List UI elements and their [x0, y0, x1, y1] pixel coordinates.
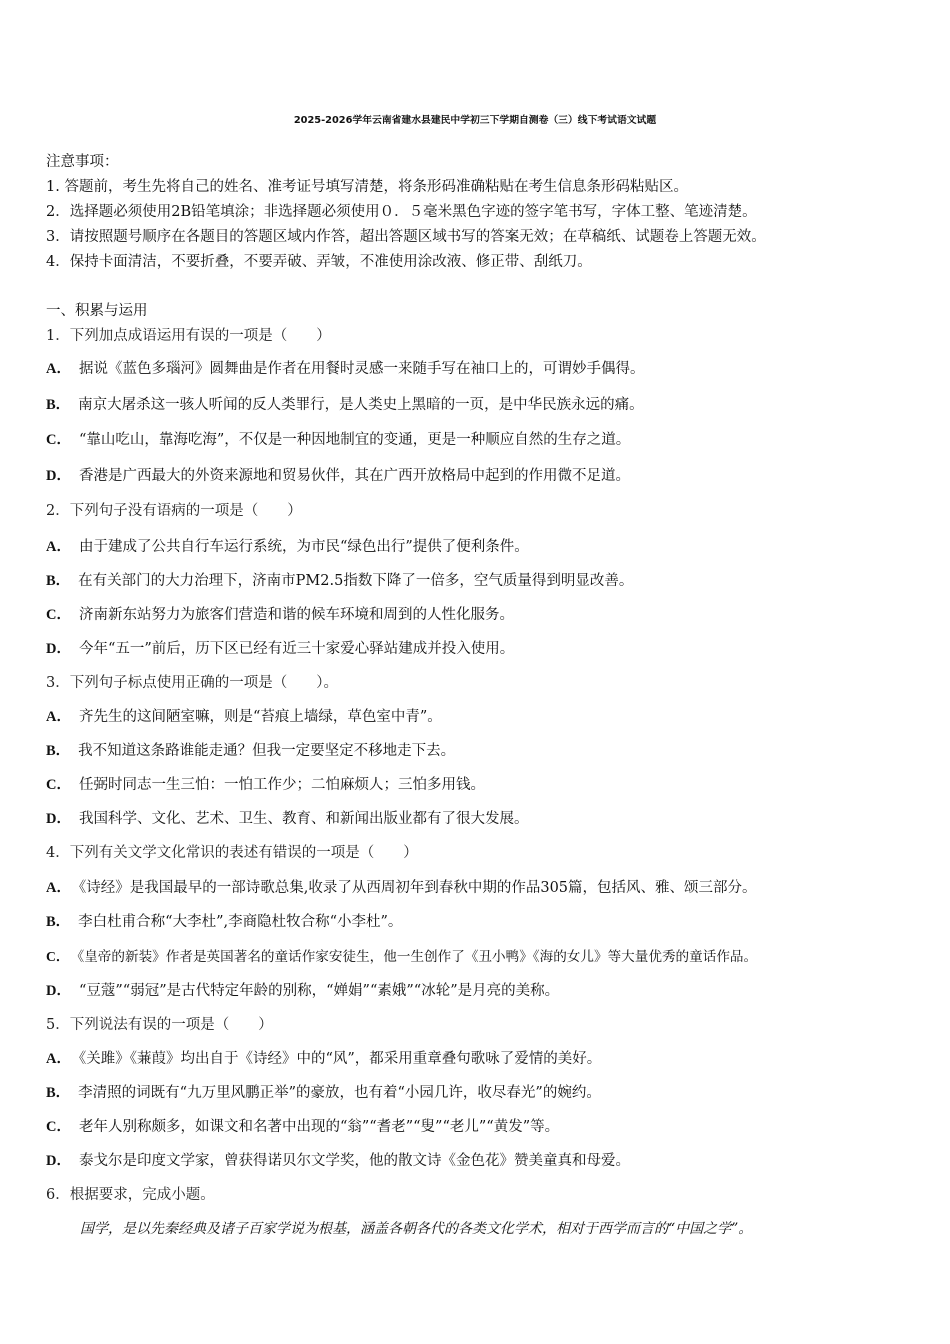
question-4-option-d[interactable]	[46, 981, 559, 1001]
question-4-option-c[interactable]	[46, 947, 757, 967]
option-text: 我国科学、文化、艺术、卫生、教育、和新闻出版业都有了很大发展。	[78, 811, 529, 827]
question-2-stem: 2．下列句子没有语病的一项是（ ）	[46, 503, 302, 519]
question-1-option-d[interactable]	[46, 466, 630, 486]
question-5-stem: 5．下列说法有误的一项是（ ）	[46, 1017, 273, 1033]
notice-item-2: 2．选择题必须使用2B铅笔填涂；非选择题必须使用０．５毫米黑色字迹的签字笔书写，字体工整、笔迹清楚。	[46, 204, 757, 220]
question-1-option-b[interactable]	[46, 395, 644, 415]
option-letter: C．	[46, 607, 71, 623]
question-1-stem: 1．下列加点成语运用有误的一项是（ ）	[46, 328, 331, 344]
notice-heading: 注意事项：	[46, 154, 119, 170]
option-text: 据说《蓝色多瑙河》圆舞曲是作者在用餐时灵感一来随手写在袖口上的，可谓妙手偶得。	[78, 361, 645, 377]
question-5-option-b[interactable]	[46, 1083, 601, 1103]
question-1-option-a[interactable]	[46, 359, 644, 379]
question-3-option-a[interactable]	[46, 707, 442, 727]
option-letter: D．	[46, 641, 71, 657]
option-text: 任弼时同志一生三怕：一怕工作少；二怕麻烦人；三怕多用钱。	[78, 777, 485, 793]
question-2-option-c[interactable]	[46, 605, 514, 625]
option-text: 南京大屠杀这一骇人听闻的反人类罪行，是人类史上黑暗的一页，是中华民族永远的痛。	[78, 397, 644, 413]
question-4-option-a[interactable]	[46, 878, 757, 898]
page-title: 2025-2026学年云南省建水县建民中学初三下学期自测卷（三）线下考试语文试题	[293, 115, 657, 126]
notice-item-1: 1. 答题前，考生先将自己的姓名、准考证号填写清楚，将条形码准确粘贴在考生信息条形码粘贴区。	[46, 179, 688, 195]
option-text: 齐先生的这间陋室嘛，则是“苔痕上墙绿，草色室中青”。	[78, 709, 442, 725]
option-letter: A．	[46, 1051, 71, 1067]
option-text: 《诗经》是我国最早的一部诗歌总集,收录了从西周初年到春秋中期的作品305篇，包括风、雅、颂三部分。	[78, 880, 757, 896]
question-3-option-d[interactable]	[46, 809, 528, 829]
option-text: 济南新东站努力为旅客们营造和谐的候车环境和周到的人性化服务。	[78, 607, 514, 623]
question-4-option-b[interactable]	[46, 912, 402, 932]
option-text: 泰戈尔是印度文学家，曾获得诺贝尔文学奖，他的散文诗《金色花》赞美童真和母爱。	[78, 1153, 630, 1169]
option-text: 老年人别称颇多，如课文和名著中出现的“翁”“耆老”“叟”“老儿”“黄发”等。	[78, 1119, 560, 1135]
section-heading: 一、积累与运用	[46, 303, 148, 319]
option-letter: D．	[46, 1153, 71, 1169]
option-letter: D．	[46, 468, 71, 484]
reading-passage: 国学，是以先秦经典及诸子百家学说为根基，涵盖各朝各代的各类文化学术，相对于西学而言的“中国之学”。	[80, 1221, 753, 1237]
question-2-option-a[interactable]	[46, 537, 529, 557]
option-text: 《皇帝的新装》作者是英国著名的童话作家安徒生，他一生创作了《丑小鸭》《海的女儿》等大量优秀的童话作品。	[77, 949, 758, 965]
option-text: 香港是广西最大的外资来源地和贸易伙伴，其在广西开放格局中起到的作用微不足道。	[78, 468, 630, 484]
notice-item-3: 3．请按照题号顺序在各题目的答题区域内作答，超出答题区域书写的答案无效；在草稿纸、试题卷上答题无效。	[46, 229, 766, 245]
option-text: 李白杜甫合称“大李杜”,李商隐杜牧合称“小李杜”。	[78, 914, 403, 930]
question-5-option-c[interactable]	[46, 1117, 559, 1137]
option-text: 由于建成了公共自行车运行系统，为市民“绿色出行”提供了便利条件。	[78, 539, 529, 555]
question-3-option-c[interactable]	[46, 775, 485, 795]
option-letter: A．	[46, 539, 71, 555]
question-2-option-d[interactable]	[46, 639, 514, 659]
option-text: “豆蔻”“弱冠”是古代特定年龄的别称，“婵娟”“素娥”“冰轮”是月亮的美称。	[78, 983, 560, 999]
option-letter: A．	[46, 361, 71, 377]
option-letter: C．	[46, 1119, 71, 1135]
option-text: 在有关部门的大力治理下，济南市PM2.5指数下降了一倍多，空气质量得到明显改善。	[78, 573, 634, 589]
question-5-option-a[interactable]	[46, 1049, 601, 1069]
option-letter: B．	[46, 743, 71, 759]
question-5-option-d[interactable]	[46, 1151, 630, 1171]
notice-item-4: 4．保持卡面清洁，不要折叠，不要弄破、弄皱，不准使用涂改液、修正带、刮纸刀。	[46, 254, 592, 270]
option-text: 李清照的词既有“九万里风鹏正举”的豪放，也有着“小园几许，收尽春光”的婉约。	[78, 1085, 601, 1101]
option-letter: C．	[46, 432, 71, 448]
option-letter: D．	[46, 811, 71, 827]
question-3-stem: 3．下列句子标点使用正确的一项是（ ）。	[46, 675, 338, 691]
question-4-stem: 4．下列有关文学文化常识的表述有错误的一项是（ ）	[46, 845, 418, 861]
option-letter: B．	[46, 914, 71, 930]
option-letter: D．	[46, 983, 71, 999]
option-letter: C．	[46, 777, 71, 793]
option-letter: B．	[46, 1085, 71, 1101]
option-letter: C．	[46, 949, 70, 964]
option-text: 今年“五一”前后，历下区已经有近三十家爱心驿站建成并投入使用。	[78, 641, 515, 657]
option-text: “靠山吃山，靠海吃海”，不仅是一种因地制宜的变通，更是一种顺应自然的生存之道。	[78, 432, 631, 448]
option-letter: B．	[46, 397, 71, 413]
option-text: 《关雎》《蒹葭》均出自于《诗经》中的“风”，都采用重章叠句歌咏了爱情的美好。	[78, 1051, 602, 1067]
question-1-option-c[interactable]	[46, 430, 630, 450]
option-letter: B．	[46, 573, 71, 589]
option-letter: A．	[46, 709, 71, 725]
option-letter: A．	[46, 880, 71, 896]
question-6-stem: 6．根据要求，完成小题。	[46, 1187, 215, 1203]
option-text: 我不知道这条路谁能走通？但我一定要坚定不移地走下去。	[78, 743, 456, 759]
question-3-option-b[interactable]	[46, 741, 455, 761]
question-2-option-b[interactable]	[46, 571, 633, 591]
